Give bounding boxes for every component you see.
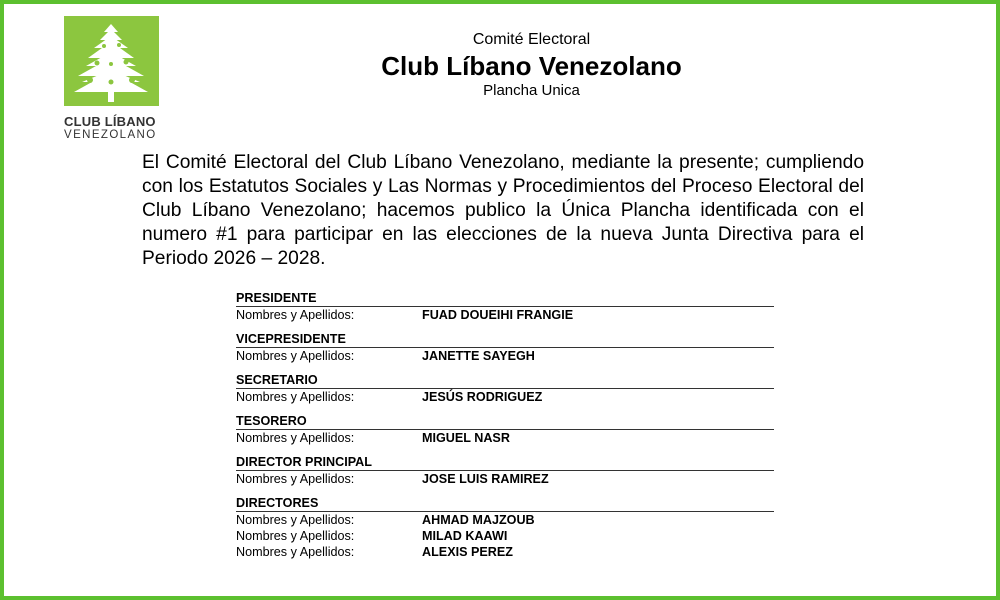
- name-label: Nombres y Apellidos:: [236, 529, 355, 543]
- candidate-row: [236, 528, 774, 544]
- name-label: Nombres y Apellidos:: [236, 390, 355, 404]
- section-title: SECRETARIO: [236, 372, 774, 389]
- name-label: Nombres y Apellidos:: [236, 431, 355, 445]
- name-label: Nombres y Apellidos:: [236, 472, 355, 486]
- name-label: Nombres y Apellidos:: [236, 513, 355, 527]
- section-title: TESORERO: [236, 413, 774, 430]
- candidate-name: FUAD DOUEIHI FRANGIE: [422, 308, 574, 322]
- section-tesorero: [236, 413, 774, 446]
- header-title: Club Líbano Venezolano: [381, 51, 682, 81]
- candidate-name: MIGUEL NASR: [422, 431, 510, 445]
- candidate-row: [236, 389, 774, 405]
- section-vicepresidente: [236, 331, 774, 364]
- section-title: PRESIDENTE: [236, 290, 774, 307]
- name-label: Nombres y Apellidos:: [236, 545, 355, 559]
- candidate-row: [236, 544, 774, 560]
- candidate-name: JANETTE SAYEGH: [422, 349, 535, 363]
- logo-text-line2: VENEZOLANO: [64, 129, 157, 141]
- candidates-table: [236, 290, 774, 568]
- section-secretario: [236, 372, 774, 405]
- name-label: Nombres y Apellidos:: [236, 308, 355, 322]
- candidate-row: [236, 471, 774, 487]
- section-presidente: [236, 290, 774, 323]
- section-title: VICEPRESIDENTE: [236, 331, 774, 348]
- candidate-name: MILAD KAAWI: [422, 529, 508, 543]
- section-title: DIRECTORES: [236, 495, 774, 512]
- name-label: Nombres y Apellidos:: [236, 349, 355, 363]
- candidate-name: ALEXIS PEREZ: [422, 545, 513, 559]
- header-subtitle: Comité Electoral: [472, 31, 591, 48]
- candidate-row: [236, 348, 774, 364]
- section-director-principal: [236, 454, 774, 487]
- candidate-row: [236, 512, 774, 528]
- header-plancha: Plancha Unica: [483, 82, 580, 99]
- candidate-name: JOSE LUIS RAMIREZ: [422, 472, 549, 486]
- candidate-name: AHMAD MAJZOUB: [422, 513, 535, 527]
- section-directores: [236, 495, 774, 560]
- document-header: [4, 30, 1000, 100]
- candidate-name: JESÚS RODRIGUEZ: [422, 390, 543, 404]
- logo-text-line1: CLUB LÍBANO: [64, 114, 156, 129]
- candidate-row: [236, 430, 774, 446]
- candidate-row: [236, 307, 774, 323]
- body-paragraph: El Comité Electoral del Club Líbano Venezolano, mediante la presente; cumpliendo con los Estatutos Sociales y Las Normas y Procedimientos del Proceso Electoral del Club Líbano Venezolano; hacemos publico la Única Plancha identificada con el numero #1 para participar en las elecciones de la nueva Junta Directiva para el Periodo 2026 – 2028.: [142, 152, 864, 269]
- section-title: DIRECTOR PRINCIPAL: [236, 454, 774, 471]
